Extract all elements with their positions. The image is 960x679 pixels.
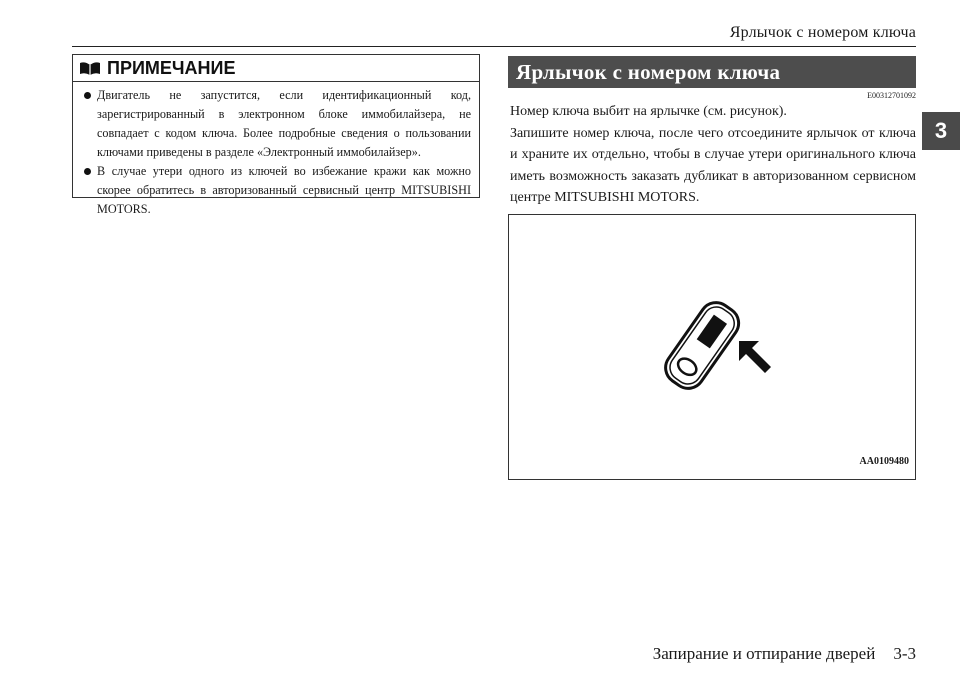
page-footer	[653, 644, 916, 664]
figure-box	[508, 214, 916, 480]
header-rule	[72, 46, 916, 47]
note-header	[73, 55, 479, 82]
note-item: Двигатель не запустится, если идентификационный код, зарегистрированный в электронном блоке иммобилайзера, не совпадает с кодом ключа. Более подробные сведения о пользовании ключами приведены в разделе «Электронный иммобилайзер».	[83, 86, 471, 162]
document-code: E00312701092	[867, 91, 916, 100]
page-number: 3-3	[893, 644, 916, 663]
arrow-icon	[739, 341, 771, 373]
note-title: ПРИМЕЧАНИЕ	[107, 57, 236, 78]
paragraph: Запишите номер ключа, после чего отсоедините ярлычок от ключа и храните их отдельно, чтобы в случае утери оригинального ключа иметь возможность заказать дубликат в авторизованном сервисном центре MITSUBISHI MOTORS.	[510, 125, 916, 205]
footer-section: Запирание и отпирание дверей	[652, 644, 876, 663]
key-tag-illustration	[659, 293, 779, 413]
figure-code: AA0109480	[859, 456, 909, 467]
note-list	[73, 82, 479, 219]
chapter-tab: 3	[922, 112, 960, 150]
note-item: В случае утери одного из ключей во избежание кражи как можно скорее обратитесь в авторизованный сервисный центр MITSUBISHI MOTORS.	[83, 162, 471, 219]
page-header-title: Ярлычок с номером ключа	[729, 24, 916, 41]
note-box	[72, 54, 480, 216]
section-title: Ярлычок с номером ключа	[508, 56, 916, 88]
note-icon	[79, 60, 101, 76]
section-body	[510, 101, 916, 209]
paragraph: Номер ключа выбит на ярлычке (см. рисунок).	[510, 104, 787, 119]
